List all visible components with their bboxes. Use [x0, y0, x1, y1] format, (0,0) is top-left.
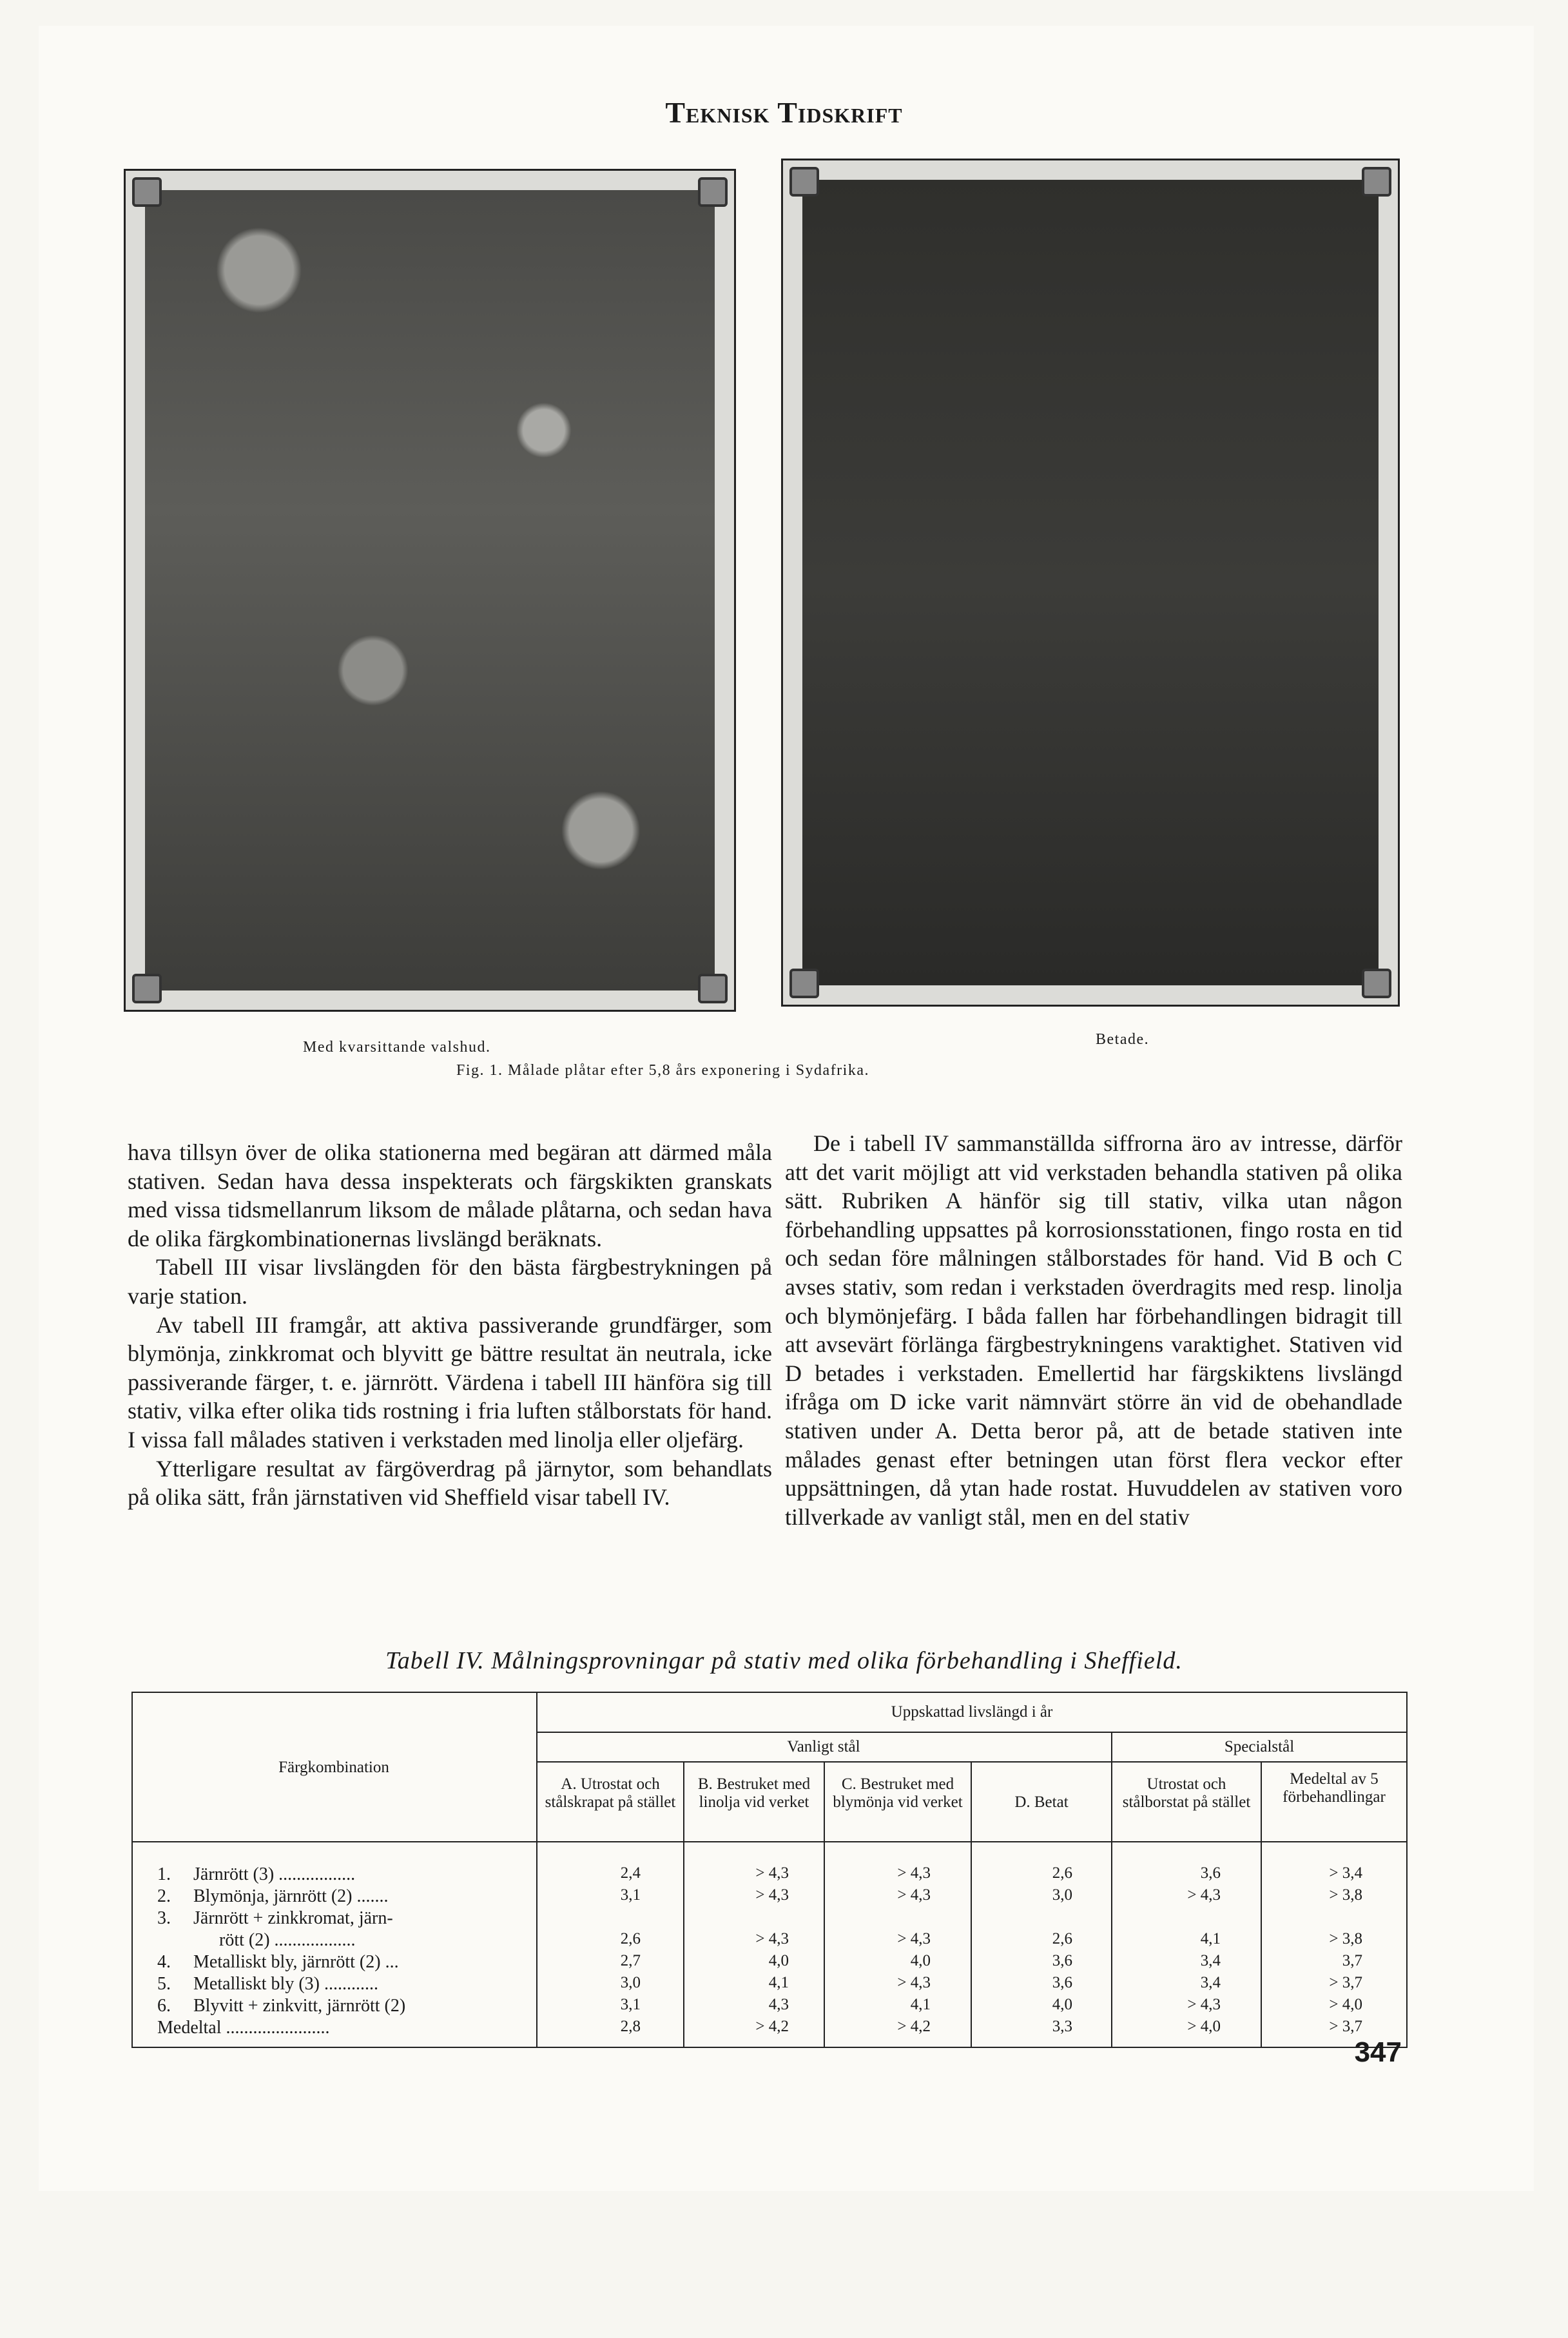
cell: > 4,2: [755, 2018, 789, 2035]
paragraph: De i tabell IV sammanställda siffrorna äro av intresse, därför att det varit möjligt att vid verkstaden behandla stativen på olika sätt. Rubriken A hänför sig till stativ, vilka utan någon förbehandling uppsattes på korrosionsstationen, fingo rosta en tid och sedan före målningen stålborstades för hand. Vid B och C avses stativ, som redan i verkstaden överdragits med resp. linolja och blymönjefärg. I båda fallen har förbehandlingen bidragit till att avsevärt förlänga färgbestrykningens varaktighet. Stativen vid D betades i verkstaden. Emellertid har färgskiktens livslängd ifråga om D icke varit nämnvärt större än vid de obehandlade stativen under A. Detta beror på, att de betade stativen inte målades genast efter betningen utan först flera veckor efter uppsättningen, då ytan hade rostat. Huvuddelen av stativen voro tillverkade av vanligt stål, men en del stativ: [785, 1130, 1402, 1530]
cell: > 3,8: [1329, 1886, 1362, 1904]
cell: 4,3: [768, 1996, 789, 2013]
cell: 4,1: [1200, 1930, 1221, 1947]
cell: 3,0: [1052, 1886, 1072, 1904]
cell: 2,4: [620, 1864, 641, 1882]
row-num: 4.: [157, 1952, 171, 1972]
row-num: 1.: [157, 1864, 171, 1884]
cell: 3,6: [1200, 1864, 1221, 1882]
cell: 2,6: [620, 1930, 641, 1947]
header-col-e: Utrostat och stålborstat på stället: [1122, 1775, 1251, 1811]
cell: > 3,4: [1329, 1864, 1362, 1882]
figure-caption: Fig. 1. Målade plåtar efter 5,8 års exponering i Sydafrika.: [456, 1062, 869, 1079]
header-vanligt-stal: Vanligt stål: [787, 1738, 860, 1755]
header-col-f: Medeltal av 5 förbehandlingar: [1282, 1770, 1386, 1806]
cell: 3,6: [1052, 1974, 1072, 1991]
cell: 2,7: [620, 1952, 641, 1969]
paragraph: Av tabell III framgår, att aktiva passiverande grundfärger, som blymönja, zinkkromat och blyvitt ge bättre resultat än neutrala, icke passiverande färger, t. e. järnrött. Värdena i tabell III hänföra sig till stativ, vilka efter olika tids rostning i fria luften stålborstats för hand. I vissa fall målades stativen i verkstaden med linolja eller oljefärg.: [128, 1311, 772, 1453]
rule: [824, 1761, 825, 2048]
text-column-right: [785, 1129, 1402, 1531]
plate-image: [145, 190, 715, 990]
figure-right-caption: Betade.: [1096, 1031, 1150, 1048]
cell: > 4,3: [1187, 1996, 1221, 2013]
cell: 3,1: [620, 1886, 641, 1904]
cell: 4,0: [910, 1952, 931, 1969]
cell: 2,6: [1052, 1930, 1072, 1947]
journal-title: Teknisk Tidskrift: [665, 96, 903, 129]
row-label-continued: rött (2) ..................: [219, 1930, 356, 1950]
cell: > 3,8: [1329, 1930, 1362, 1947]
header-col-b: B. Bestruket med linolja vid verket: [697, 1775, 811, 1811]
bolt-icon: [132, 177, 162, 207]
cell: 4,1: [768, 1974, 789, 1991]
cell: > 4,3: [897, 1886, 931, 1904]
cell: 3,7: [1342, 1952, 1362, 1969]
cell: 3,6: [1052, 1952, 1072, 1969]
page-number: 347: [1354, 2036, 1402, 2068]
cell: 2,6: [1052, 1864, 1072, 1882]
bolt-icon: [1362, 969, 1391, 998]
cell: 4,0: [1052, 1996, 1072, 2013]
cell: > 3,7: [1329, 1974, 1362, 1991]
bolt-icon: [698, 974, 728, 1003]
cell: > 4,3: [755, 1864, 789, 1882]
cell: > 4,0: [1187, 2018, 1221, 2035]
row-num: 6.: [157, 1996, 171, 2016]
bolt-icon: [789, 969, 819, 998]
table-caption: Tabell IV. Målningsprovningar på stativ med olika förbehandling i Sheffield.: [385, 1647, 1183, 1674]
cell: > 4,0: [1329, 1996, 1362, 2013]
row-label: Metalliskt bly, järnrött (2) ...: [193, 1952, 399, 1972]
rule: [536, 1761, 1408, 1763]
bolt-icon: [789, 167, 819, 197]
cell: > 4,3: [755, 1886, 789, 1904]
row-num: 2.: [157, 1886, 171, 1906]
paragraph: Tabell III visar livslängden för den bästa färgbestrykningen på varje station.: [128, 1254, 772, 1309]
cell: > 3,7: [1329, 2018, 1362, 2035]
header-col-c: C. Bestruket med blymönja vid verket: [833, 1775, 963, 1811]
cell: > 4,3: [897, 1930, 931, 1947]
row-label: Järnrött + zinkkromat, järn-: [193, 1908, 393, 1928]
rule: [131, 1841, 1408, 1842]
cell: 3,4: [1200, 1952, 1221, 1969]
cell: > 4,3: [755, 1930, 789, 1947]
row-num: 5.: [157, 1974, 171, 1994]
cell: > 4,3: [897, 1864, 931, 1882]
text-column-left: [128, 1138, 772, 1512]
row-label-medeltal: Medeltal .......................: [157, 2018, 330, 2038]
rule: [536, 1732, 1408, 1733]
cell: 3,3: [1052, 2018, 1072, 2035]
header-col-d: D. Betat: [1014, 1793, 1069, 1811]
photo-plate-mill-scale: [124, 169, 736, 1012]
photo-plate-pickled: [781, 159, 1400, 1007]
cell: > 4,3: [897, 1974, 931, 1991]
paragraph: hava tillsyn över de olika stationerna med begäran att därmed måla stativen. Sedan hava dessa inspekterats och färgskikten granskats med vissa tidsmellanrum liksom de målade plåtarna, och sedan hava de olika färgkombinationernas livslängd beräknats.: [128, 1139, 772, 1251]
row-label: Blyvitt + zinkvitt, järnrött (2): [193, 1996, 406, 2016]
paragraph: Ytterligare resultat av färgöverdrag på järnytor, som behandlats på olika sätt, från järnstativen vid Sheffield visar tabell IV.: [128, 1455, 772, 1511]
bolt-icon: [1362, 167, 1391, 197]
table-iv: [131, 1692, 1408, 2338]
figure-left-caption: Med kvarsittande valshud.: [303, 1039, 491, 1056]
cell: > 4,3: [1187, 1886, 1221, 1904]
cell: 2,8: [620, 2018, 641, 2035]
cell: 4,1: [910, 1996, 931, 2013]
row-num: 3.: [157, 1908, 171, 1928]
header-livslangd: Uppskattad livslängd i år: [891, 1703, 1053, 1721]
row-label: Blymönja, järnrött (2) .......: [193, 1886, 389, 1906]
header-fargkombination: Färgkombination: [278, 1759, 389, 1776]
bolt-icon: [132, 974, 162, 1003]
cell: > 4,2: [897, 2018, 931, 2035]
cell: 3,4: [1200, 1974, 1221, 1991]
rule: [683, 1761, 684, 2048]
cell: 3,1: [620, 1996, 641, 2013]
header-col-a: A. Utrostat och stålskrapat på stället: [545, 1775, 676, 1811]
header-specialstal: Specialstål: [1224, 1738, 1295, 1755]
row-label: Metalliskt bly (3) ............: [193, 1974, 378, 1994]
row-label: Järnrött (3) .................: [193, 1864, 356, 1884]
plate-image: [802, 180, 1379, 985]
rule: [1261, 1761, 1262, 2048]
cell: 3,0: [620, 1974, 641, 1991]
bolt-icon: [698, 177, 728, 207]
rule: [1111, 1732, 1112, 2048]
rule: [971, 1761, 972, 2048]
cell: 4,0: [768, 1952, 789, 1969]
